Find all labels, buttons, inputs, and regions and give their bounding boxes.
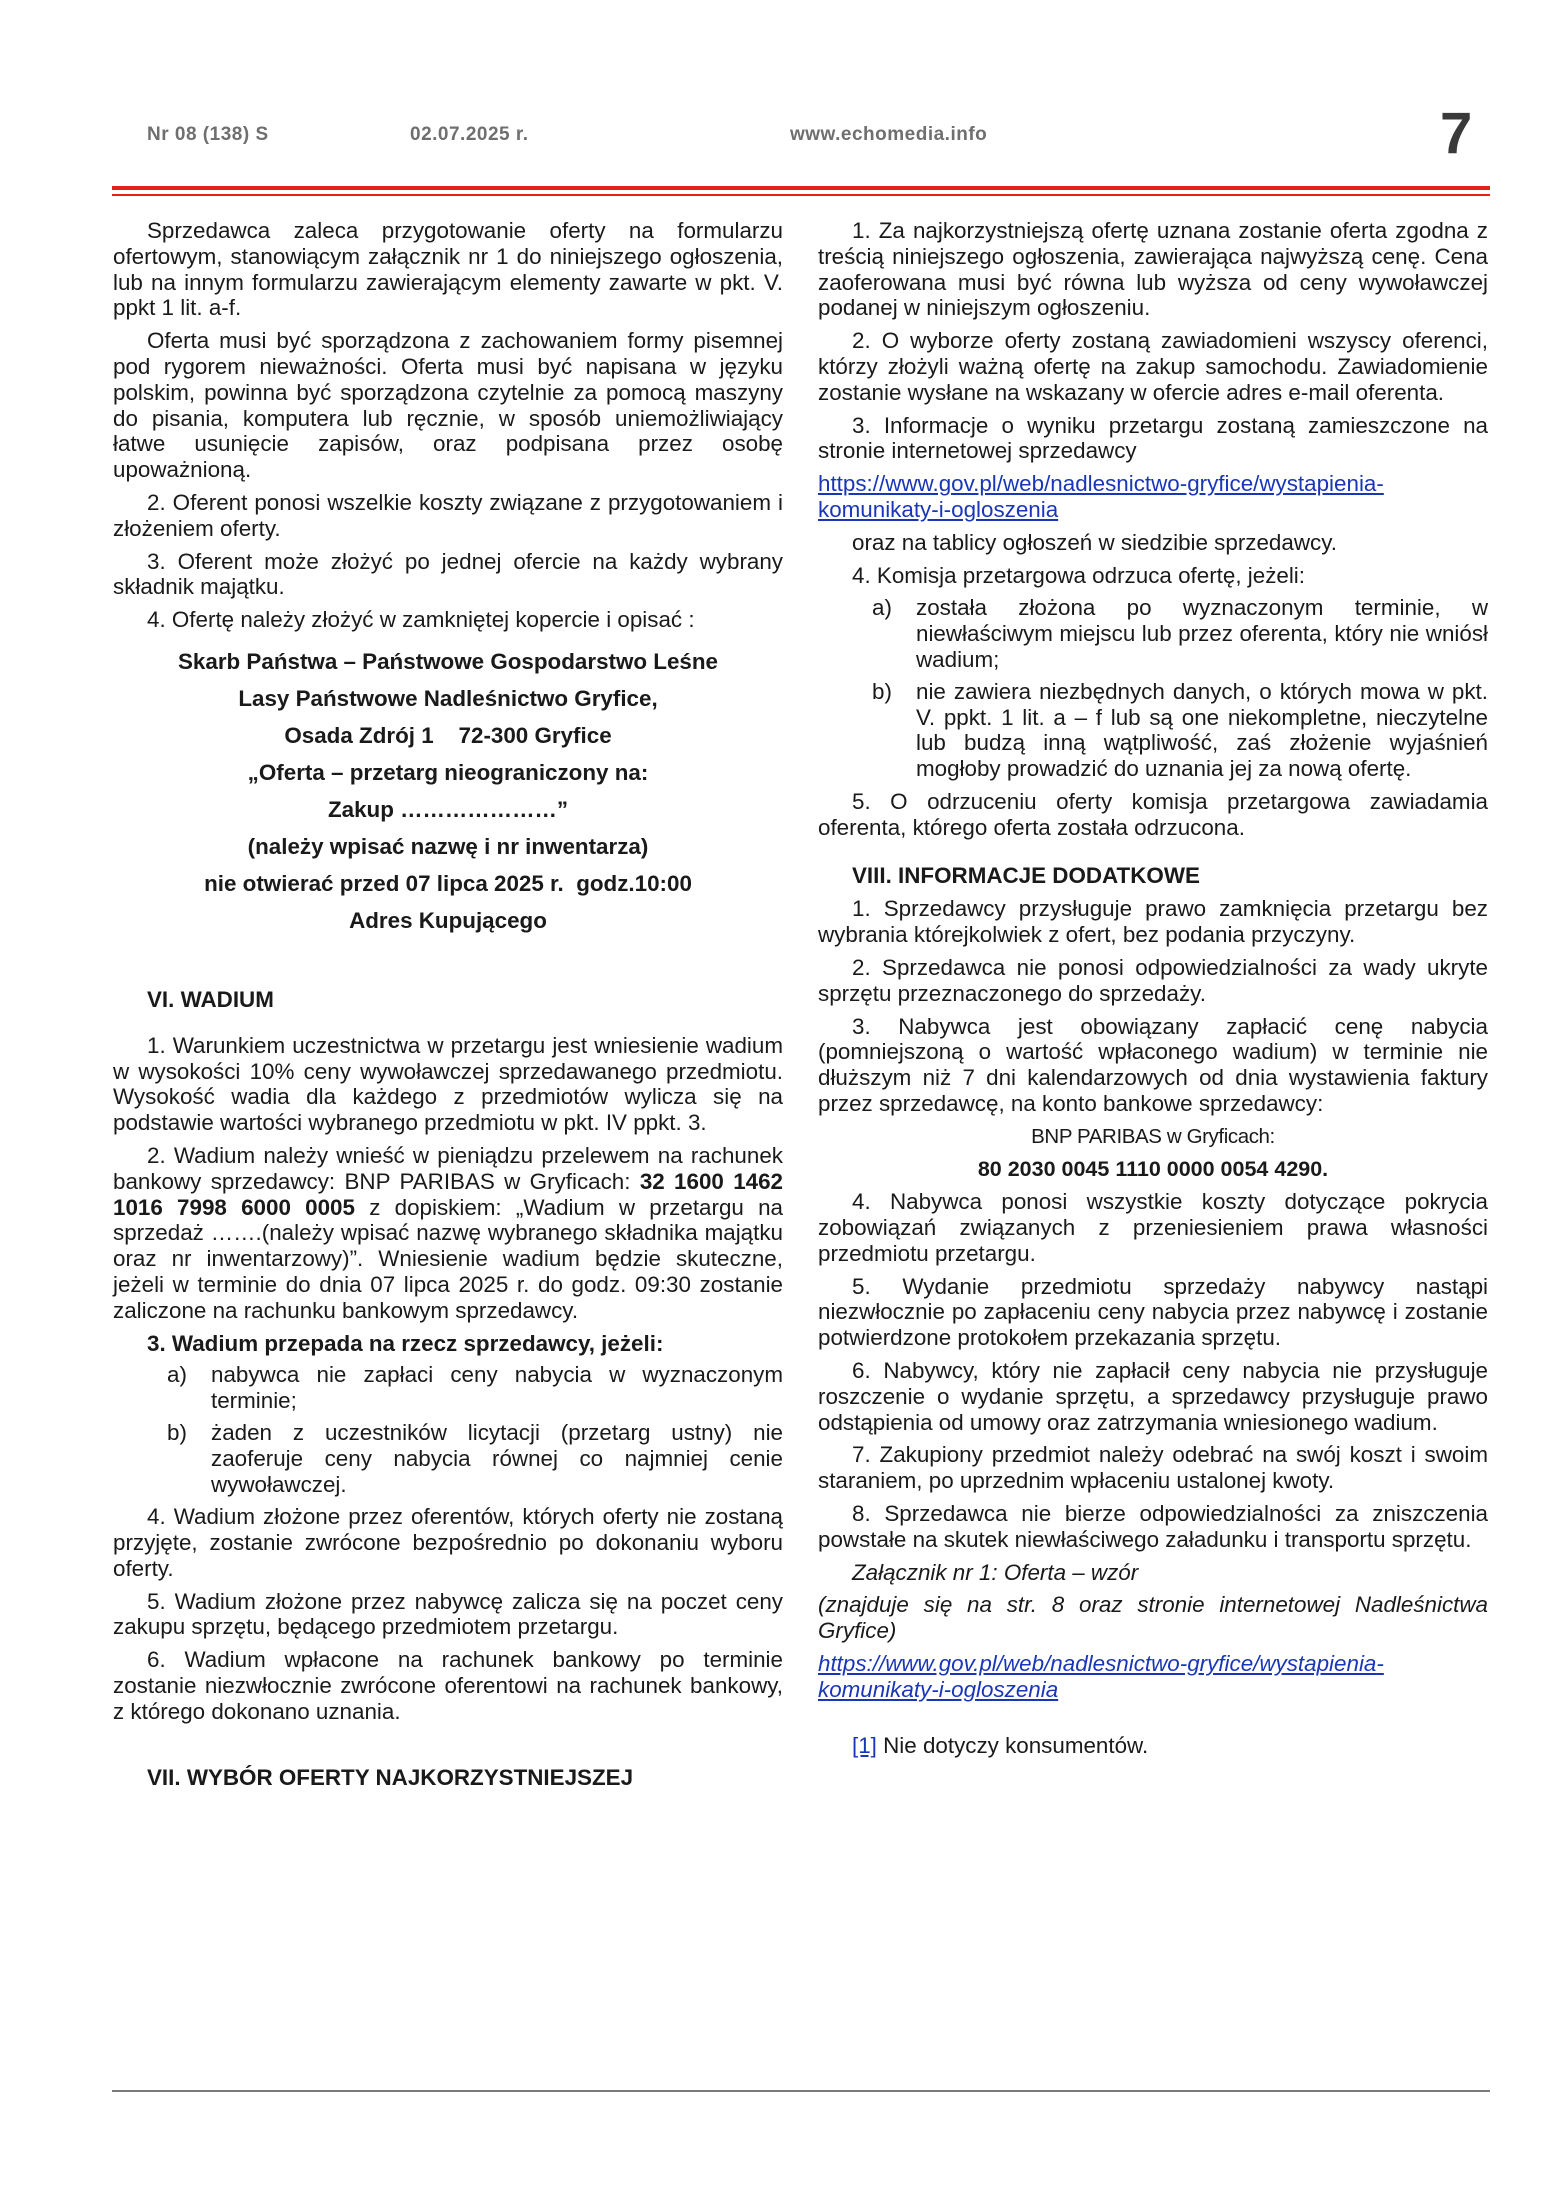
footnote-text: Nie dotyczy konsumentów. [876,1732,1149,1758]
results-page-link[interactable]: https://www.gov.pl/web/nadlesnictwo-gryfice/wystapienia-komunikaty-i-ogloszenia [818,471,1384,522]
section-heading-wadium: VI. WADIUM [147,986,274,1012]
attachment-note: (znajduje się na str. 8 oraz stronie internetowej Nadleśnictwa Gryfice) [818,1592,1488,1644]
envelope-address-block [113,643,783,939]
section-heading-vii: VII. WYBÓR OFERTY NAJKORZYSTNIEJSZEJ [147,1764,634,1790]
paragraph: 7. Zakupiony przedmiot należy odebrać na swój koszt i swoim staraniem, po uprzednim wpłaceniu ustalonej kwoty. [818,1442,1488,1494]
bank-account-number: 32 1600 1462 1016 7998 6000 0005 [113,1168,784,1220]
bank-account-number: 80 2030 0045 1110 0000 0054 4290. [977,1156,1329,1181]
list-marker: a) [167,1362,187,1388]
paragraph: 1. Warunkiem uczestnictwa w przetargu jest wniesienie wadium w wysokości 10% ceny wywoławczej sprzedawanego przedmiotu. Wysokość wadia dla każdego z przedmiotów wylicza się na podstawie wartości wybranego przedmiotu w pkt. IV ppkt. 3. [113,1032,783,1136]
issue-number: Nr 08 (138) S [147,124,269,145]
list-item [113,1420,783,1497]
address-line: Osada Zdrój 1 72-300 Gryfice [284,722,612,748]
paragraph: 2. Oferent ponosi wszelkie koszty związane z przygotowaniem i złożeniem oferty. [113,489,783,541]
paragraph: 1. Sprzedawcy przysługuje prawo zamknięcia przetargu bez wybrania którejkolwiek z ofert, bez podania przyczyny. [818,896,1488,948]
list-item-text: została złożona po wyznaczonym terminie, w niewłaściwym miejscu lub przez oferenta, który nie wniósł wadium; [916,595,1488,672]
list-item [113,1362,783,1414]
paragraph: 5. Wydanie przedmiotu sprzedaży nabywcy nastąpi niezwłocznie po zapłaceniu ceny nabycia przez nabywcę i zostanie potwierdzone protokołem przekazania sprzętu. [818,1273,1488,1351]
address-line: Zakup …………………” [327,796,569,822]
forfeit-conditions-list [113,1362,783,1497]
address-line: nie otwierać przed 07 lipca 2025 r. godz.10:00 [204,870,692,896]
paragraph [818,1651,1488,1703]
bank-name: BNP PARIBAS w Gryficach: [1031,1124,1275,1148]
paragraph: 4. Ofertę należy złożyć w zamkniętej kopercie i opisać : [147,607,695,633]
paragraph: 4. Komisja przetargowa odrzuca ofertę, jeżeli: [852,562,1306,588]
list-marker: b) [872,678,892,704]
address-line: Lasy Państwowe Nadleśnictwo Gryfice, [238,685,658,711]
address-line: „Oferta – przetarg nieograniczony na: [247,759,649,785]
paragraph: 4. Wadium złożone przez oferentów, których oferty nie zostaną przyjęte, zostanie zwrócone bezpośrednio po dokonaniu wyboru oferty. [113,1504,783,1581]
address-line: (należy wpisać nazwę i nr inwentarza) [247,833,649,859]
paragraph: 4. Nabywca ponosi wszystkie koszty dotyczące pokrycia zobowiązań związanych z przeniesieniem prawa własności przedmiotu przetargu. [818,1189,1488,1266]
paragraph: 6. Wadium wpłacone na rachunek bankowy po terminie zostanie niezwłocznie zwrócone oferentowi na rachunek bankowy, z którego dokonano uznania. [113,1647,783,1724]
attachment-title: Załącznik nr 1: Oferta – wzór [852,1559,1139,1585]
address-line: Adres Kupującego [349,907,547,933]
list-item [818,679,1488,782]
paragraph: 5. Wadium złożone przez nabywcę zalicza się na poczet ceny zakupu sprzętu, będącego przedmiotem przetargu. [113,1588,783,1640]
footnote [818,1733,1488,1759]
list-item-text: nie zawiera niezbędnych danych, o których mowa w pkt. V. ppkt. 1 lit. a – f lub są one niekompletne, nieczytelne lub budzą inną wątpliwość, zaś złożenie wyjaśnień mogłoby prowadzić do uznania jej za nową ofertę. [916,678,1488,782]
paragraph: 3. Informacje o wyniku przetargu zostaną zamieszczone na stronie internetowej sprzedawcy [818,412,1488,464]
paragraph: Sprzedawca zaleca przygotowanie oferty na formularzu ofertowym, stanowiącym załącznik nr 1 do niniejszego ogłoszenia, lub na innym formularzu zawierającym elementy zawarte w pkt. V. ppkt 1 lit. a-f. [113,218,783,321]
paragraph: 3. Nabywca jest obowiązany zapłacić cenę nabycia (pomniejszoną o wartość wpłaconego wadium) w terminie nie dłuższym niż 7 dni kalendarzowych od dnia wystawienia faktury przez sprzedawcę, na konto bankowe sprzedawcy: [818,1013,1488,1116]
website-link[interactable]: www.echomedia.info [790,124,988,145]
header-rule-thin [112,194,1490,196]
paragraph: oraz na tablicy ogłoszeń w siedzibie sprzedawcy. [852,529,1337,555]
footnote-marker-link[interactable]: [1] [852,1732,877,1758]
paragraph: 6. Nabywcy, który nie zapłacił ceny nabycia nie przysługuje roszczenie o wydanie sprzętu, a sprzedawcy przysługuje prawo odstąpienia od umowy oraz zatrzymania wniesionego wadium. [818,1358,1488,1435]
list-item-text: nabywca nie zapłaci ceny nabycia w wyznaczonym terminie; [211,1362,783,1414]
list-item [818,595,1488,672]
page-number: 7 [1440,101,1473,166]
paragraph: 5. O odrzuceniu oferty komisja przetargowa zawiadamia oferenta, którego oferta została odrzucona. [818,788,1488,840]
paragraph: 1. Za najkorzystniejszą ofertę uznana zostanie oferta zgodna z treścią niniejszego ogłoszenia, zawierająca najwyższą cenę. Cena zaoferowana musi być równa lub wyższa od ceny wywoławczej podanej w niniejszym ogłoszeniu. [818,218,1488,321]
header-rule-thick [112,186,1490,190]
list-marker: b) [167,1419,187,1445]
paragraph [818,471,1488,523]
list-marker: a) [872,595,892,621]
attachment-link[interactable]: https://www.gov.pl/web/nadlesnictwo-gryfice/wystapienia-komunikaty-i-ogloszenia [818,1651,1384,1702]
footer-rule [112,2090,1490,2092]
paragraph: Oferta musi być sporządzona z zachowaniem formy pisemnej pod rygorem nieważności. Oferta musi być napisana w języku polskim, powinna być sporządzona czytelnie za pomocą maszyny do pisania, komputera lub ręcznie, w sposób uniemożliwiający łatwe usunięcie zapisów, oraz podpisana przez osobę upoważnioną. [113,328,783,483]
list-item-text: żaden z uczestników licytacji (przetarg ustny) nie zaoferuje ceny nabycia równej co najmniej cenie wywoławczej. [211,1419,783,1497]
paragraph: 2. Sprzedawca nie ponosi odpowiedzialności za wady ukryte sprzętu przeznaczonego do sprzedaży. [818,954,1488,1006]
text-span: z dopiskiem: „Wadium w przetargu na sprzedaż …….(należy wpisać nazwę wybranego składnika majątku oraz nr inwentarzowy)”. Wniesienie wadium będzie skuteczne, jeżeli w terminie do dnia 07 lipca 2025 r. do godz. 09:30 zostanie zaliczone na rachunku bankowym sprzedawcy. [113,1194,783,1323]
paragraph: 3. Oferent może złożyć po jednej ofercie na każdy wybrany składnik majątku. [113,548,783,600]
page-header [0,0,1558,200]
paragraph [113,1143,783,1324]
rejection-conditions-list [818,595,1488,782]
issue-date: 02.07.2025 r. [410,124,529,145]
address-line: Skarb Państwa – Państwowe Gospodarstwo Leśne [177,648,719,674]
paragraph: 8. Sprzedawca nie bierze odpowiedzialności za zniszczenia powstałe na skutek niewłaściwego załadunku i transportu sprzętu. [818,1501,1488,1552]
text-span: 2. Wadium należy wnieść w pieniądzu przelewem na rachunek bankowy sprzedawcy: BNP PARIBAS w Gryficach: [113,1142,783,1194]
paragraph: 2. O wyborze oferty zostaną zawiadomieni wszyscy oferenci, którzy złożyli ważną ofertę na zakup samochodu. Zawiadomienie zostanie wysłane na wskazany w ofercie adres e-mail oferenta. [818,328,1488,405]
section-heading-viii: VIII. INFORMACJE DODATKOWE [852,862,1200,888]
right-column [818,218,1488,1765]
subsection-heading: 3. Wadium przepada na rzecz sprzedawcy, jeżeli: [147,1330,664,1356]
left-column [113,218,783,1810]
